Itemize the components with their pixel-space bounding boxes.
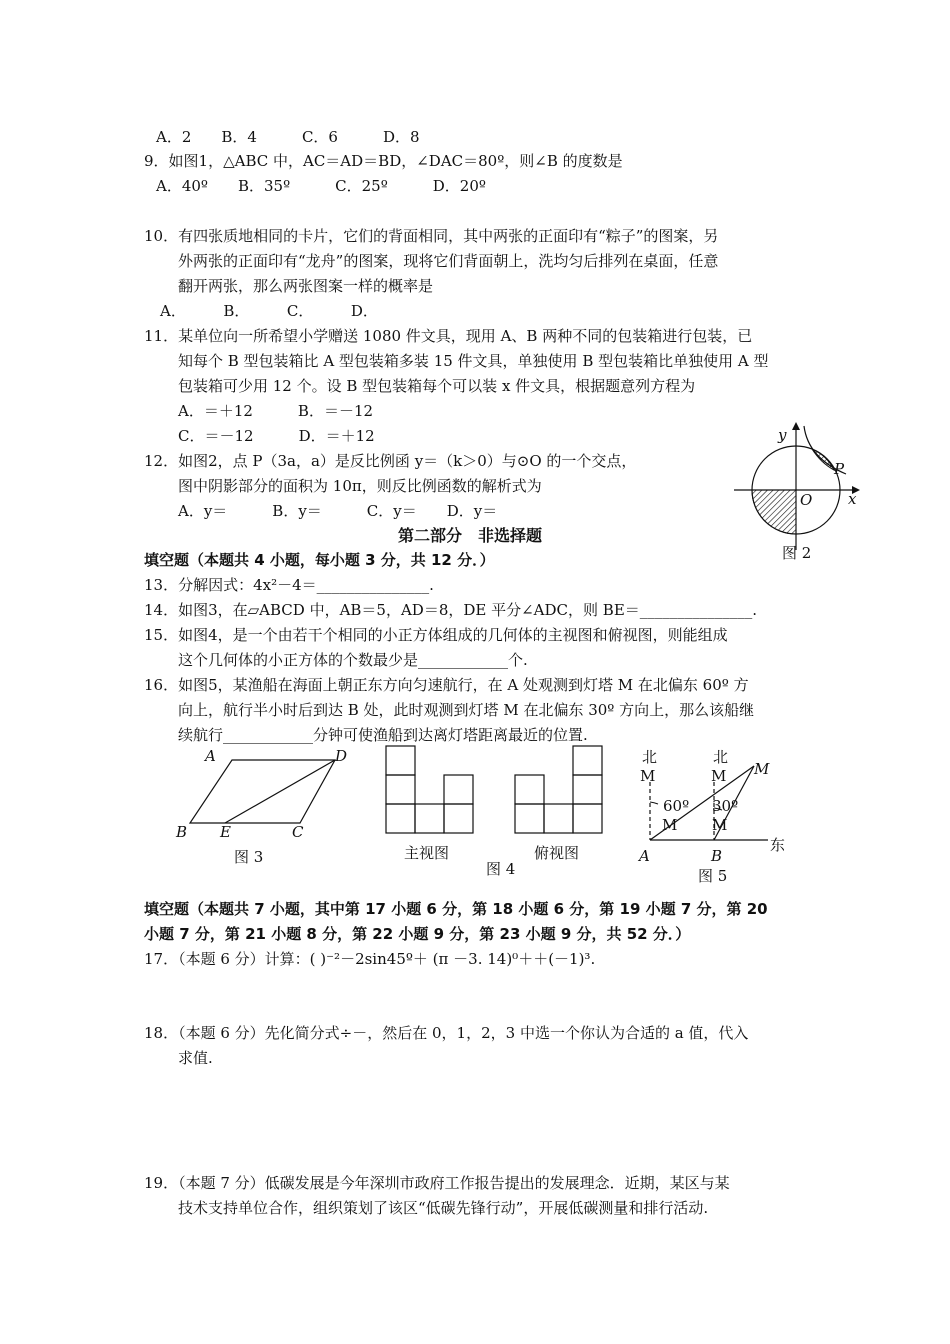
fig2-caption: 图 2 <box>782 544 812 562</box>
q10-line2: 外两张的正面印有“龙舟”的图案，现将它们背面朝上，洗均匀后排列在桌面，任意 <box>178 252 719 270</box>
q11-line1: 11．某单位向一所希望小学赠送 1080 件文具，现用 A、B 两种不同的包装箱进行包装，已 <box>144 327 753 345</box>
fig5-a-label: A <box>639 847 650 865</box>
fig5-m3: M <box>662 816 678 834</box>
front-view <box>386 746 473 833</box>
q10-line1: 10．有四张质地相同的卡片，它们的背面相同，其中两张的正面印有“粽子”的图案，另 <box>144 227 719 245</box>
q12-line1: 12．如图2，点 P（3a，a）是反比例函 y＝（k＞0）与⊙O 的一个交点， <box>144 452 637 470</box>
fig5-m2: M <box>711 767 727 785</box>
top-view <box>515 746 602 833</box>
q15-line1: 15．如图4，是一个由若干个相同的小正方体组成的几何体的主视图和俯视图，则能组成 <box>144 626 728 644</box>
part2-title: 第二部分 非选择题 <box>398 526 543 545</box>
fig2-o-label: O <box>800 491 813 509</box>
q17: 17．（本题 6 分）计算：( )⁻²－2sin45º＋ (π －3. 14)⁰＋＋(－1)³. <box>144 950 596 968</box>
q11-line3: 包装箱可少用 12 个。设 B 型包装箱每个可以装 x 件文具，根据题意列方程为 <box>178 377 696 395</box>
fig5-caption: 图 5 <box>698 867 728 885</box>
fig5-b-label: B <box>711 847 723 865</box>
fig5-north1: 北 <box>642 748 658 766</box>
fig5-angle2: 30º <box>712 797 739 815</box>
answer-header-line1: 填空题（本题共 7 小题，其中第 17 小题 6 分，第 18 小题 6 分，第 19 小题 7 分，第 20 <box>144 900 768 918</box>
q16-line1: 16．如图5，某渔船在海面上朝正东方向匀速航行，在 A 处观测到灯塔 M 在北偏东 60º 方 <box>144 676 749 694</box>
parallelogram-abcd <box>190 760 335 823</box>
fig3-c-label: C <box>292 823 304 841</box>
figure-2 <box>726 418 866 568</box>
fig3-caption: 图 3 <box>234 848 264 866</box>
fig5-east-label: 东 <box>770 836 786 854</box>
fig5-m-label: M <box>754 760 770 778</box>
shaded-sector-lower-left <box>752 490 796 534</box>
fig2-y-label: y <box>778 426 787 444</box>
q13: 13．分解因式：4x²－4＝_______________. <box>144 576 434 594</box>
q14: 14．如图3，在▱ABCD 中，AB＝5，AD＝8，DE 平分∠ADC，则 BE＝_______________. <box>144 601 758 619</box>
fig5-m4: M <box>712 816 728 834</box>
fig5-angle1: 60º <box>663 797 690 815</box>
fig2-p-label: P <box>834 460 845 478</box>
figure-4 <box>380 742 620 882</box>
q12-options: A．y＝ B．y＝ C．y＝ D．y＝ <box>178 502 498 520</box>
q10-line3: 翻开两张，那么两张图案一样的概率是 <box>178 277 434 295</box>
q16-line3: 续航行____________分钟可使渔船到达离灯塔距离最近的位置. <box>178 726 588 744</box>
fig2-x-label: x <box>848 490 857 508</box>
segment-de <box>225 760 335 823</box>
fig4-caption: 图 4 <box>486 860 516 878</box>
q12-line2: 图中阴影部分的面积为 10π，则反比例函数的解析式为 <box>178 477 542 495</box>
q9-options: A．40º B．35º C．25º D．20º <box>156 177 486 195</box>
q10-options: A． B． C． D． <box>160 302 378 320</box>
fig5-north2: 北 <box>713 748 729 766</box>
fill-blank-header: 填空题（本题共 4 小题，每小题 3 分，共 12 分．） <box>144 551 495 569</box>
q11-options-cd: C．＝－12 D．＝＋12 <box>178 427 375 445</box>
q19-line1: 19．（本题 7 分）低碳发展是今年深圳市政府工作报告提出的发展理念．近期，某区与某 <box>144 1174 730 1192</box>
q19-line2: 技术支持单位合作，组织策划了该区“低碳先锋行动”，开展低碳测量和排行活动. <box>178 1199 709 1217</box>
q18-line2: 求值. <box>178 1049 213 1067</box>
figure-3 <box>170 745 360 870</box>
answer-header-line2: 小题 7 分，第 21 小题 8 分，第 22 小题 9 分，第 23 小题 9 分，共 52 分．） <box>144 925 691 943</box>
fig3-a-label: A <box>205 747 216 765</box>
fig3-b-label: B <box>176 823 188 841</box>
q18-line1: 18．（本题 6 分）先化简分式÷－，然后在 0，1，2，3 中选一个你认为合适的 a 值，代入 <box>144 1024 749 1042</box>
fig5-m1: M <box>640 767 656 785</box>
fig3-d-label: D <box>335 747 348 765</box>
q8-options: A．2 B．4 C．6 D．8 <box>156 128 420 146</box>
q11-line2: 知每个 B 型包装箱比 A 型包装箱多装 15 件文具，单独使用 B 型包装箱比单独使用 A 型 <box>178 352 769 370</box>
q9-stem: 9．如图1，△ABC 中，AC＝AD＝BD，∠DAC＝80º，则∠B 的度数是 <box>144 152 623 170</box>
q15-line2: 这个几何体的小正方体的个数最少是____________个. <box>178 651 528 669</box>
top-view-label: 俯视图 <box>534 844 580 862</box>
q16-line2: 向上，航行半小时后到达 B 处，此时观测到灯塔 M 在北偏东 30º 方向上，那么该船继 <box>178 701 755 719</box>
fig3-e-label: E <box>220 823 231 841</box>
figure-5 <box>636 742 796 887</box>
front-view-label: 主视图 <box>404 844 450 862</box>
q11-options-ab: A．＝＋12 B．＝－12 <box>178 402 374 420</box>
